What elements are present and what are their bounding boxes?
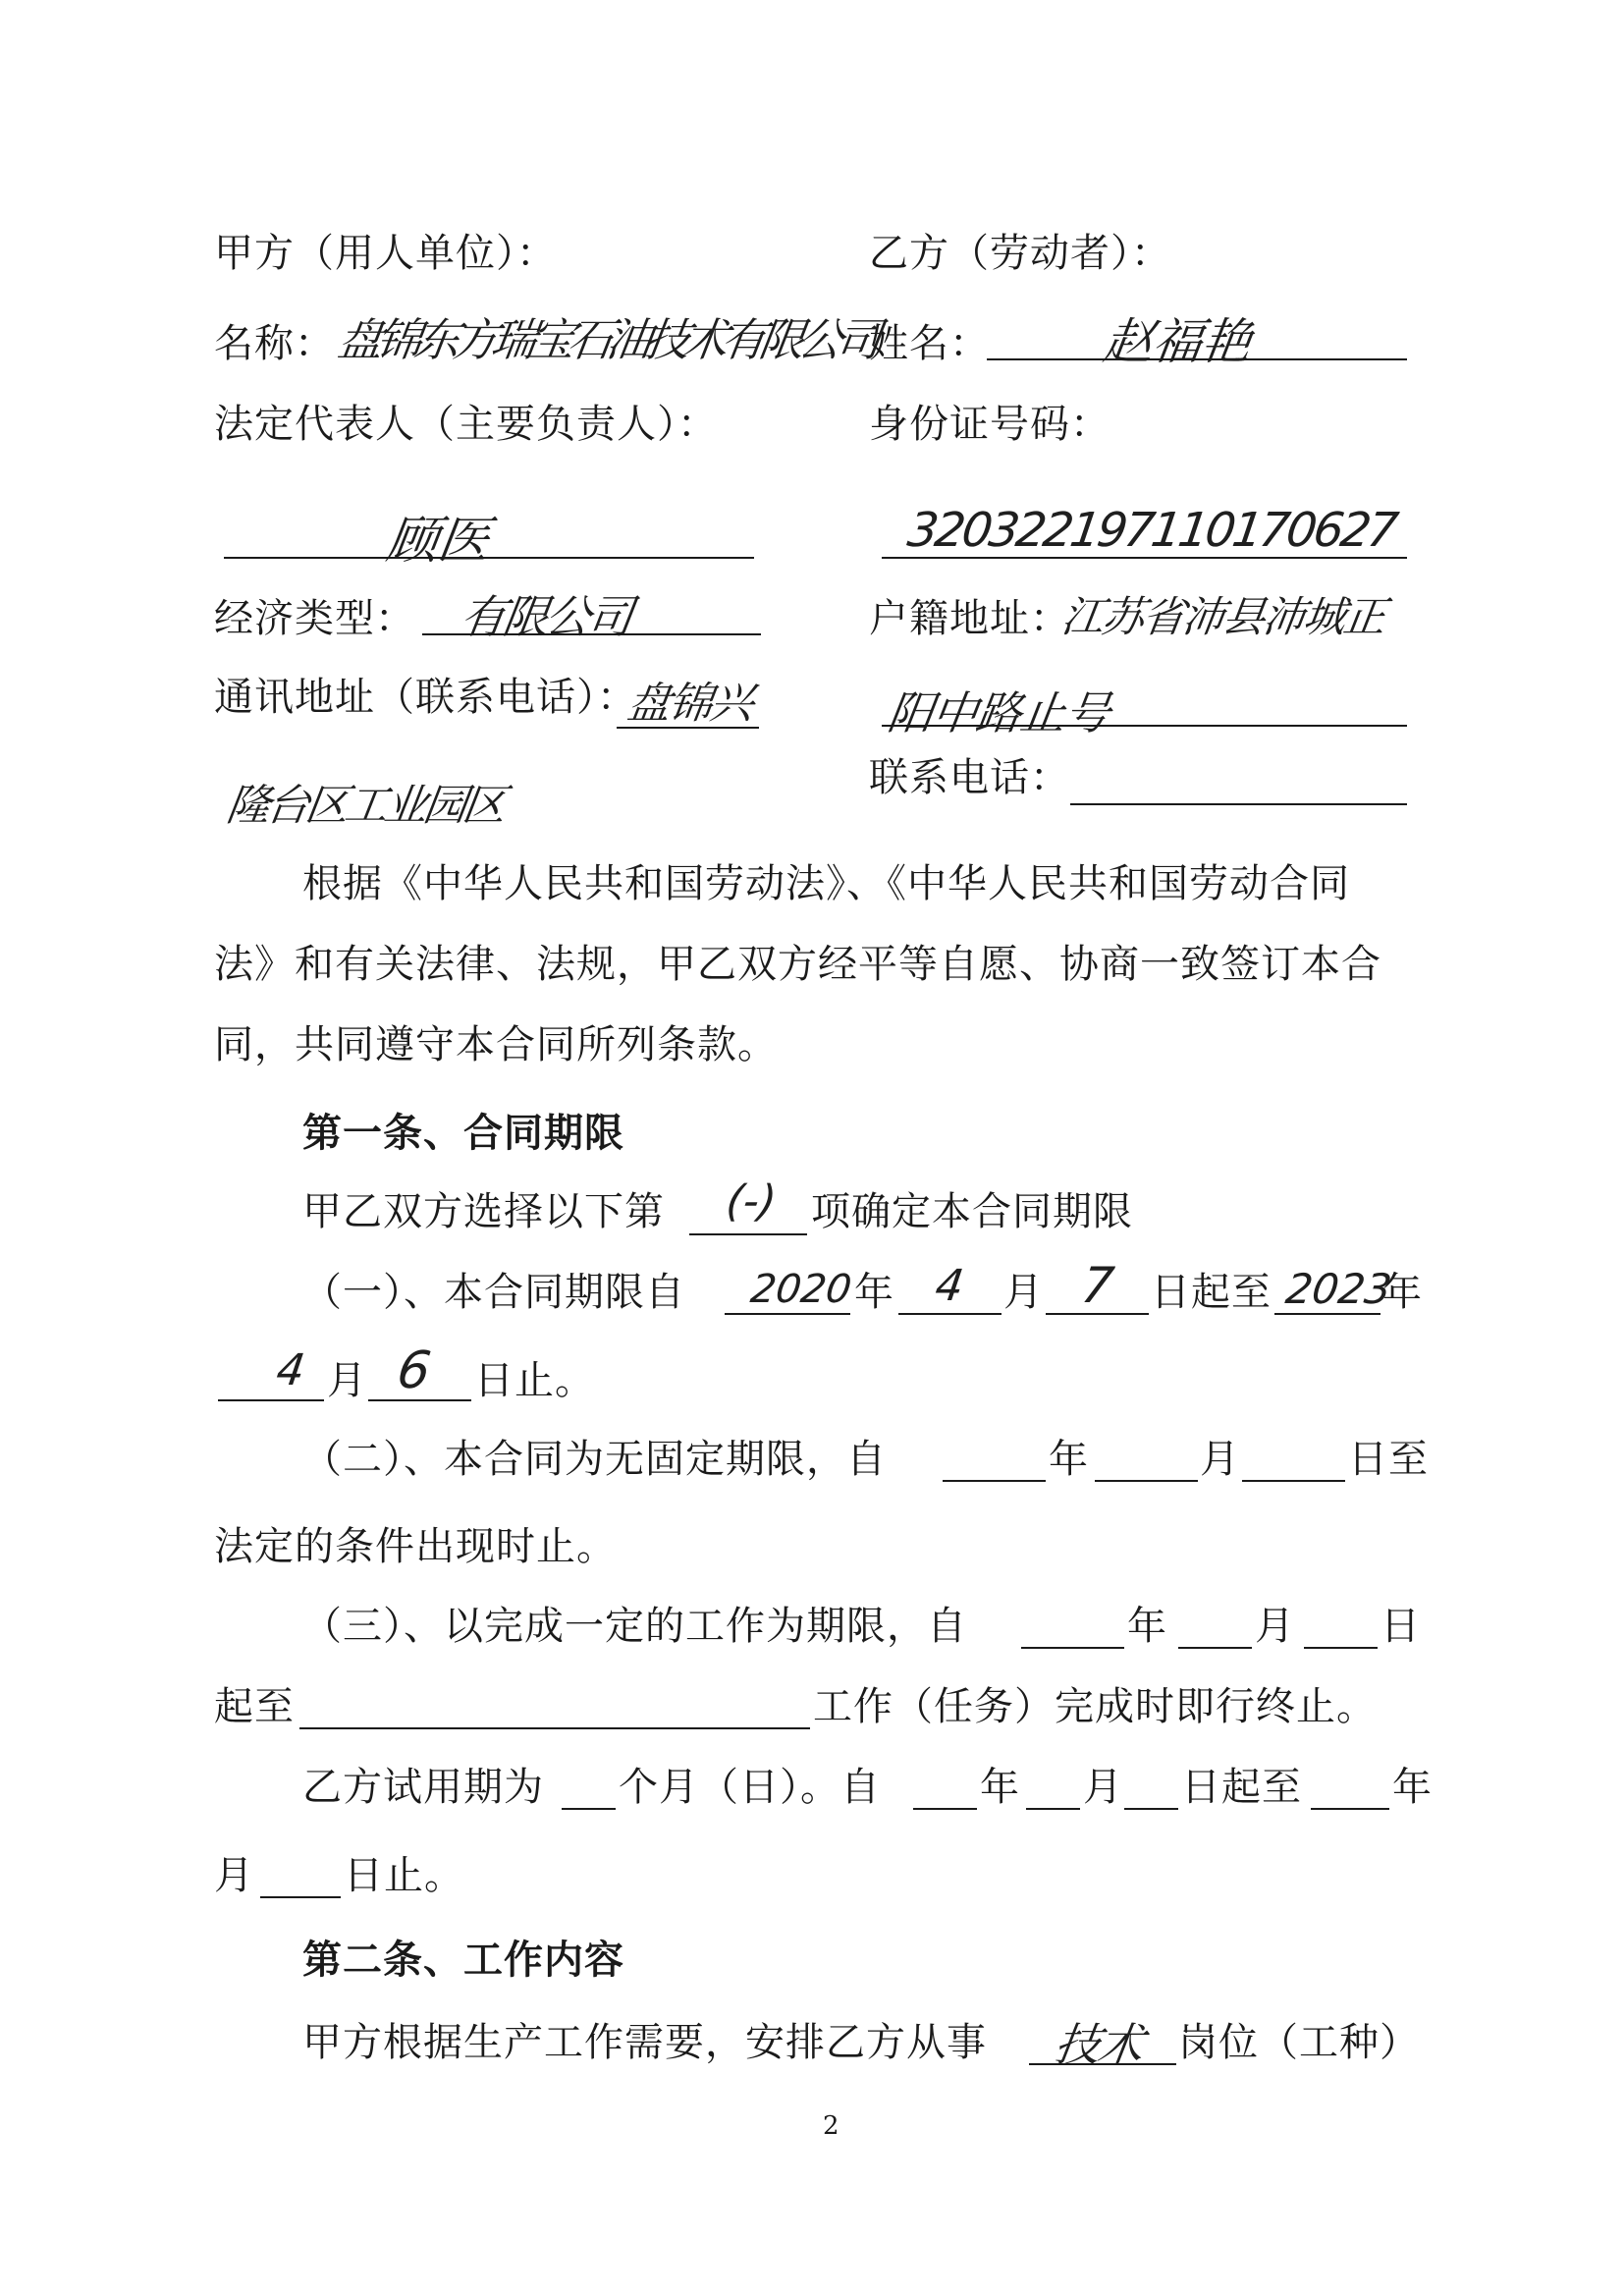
option-1-month-label-2: 月 — [327, 1358, 367, 1403]
party-b-heading: 乙方（劳动者）： — [869, 231, 1171, 276]
page-number: 2 — [823, 2111, 839, 2141]
article-1-choose-prefix: 甲乙双方选择以下第 — [302, 1189, 665, 1234]
party-b-name-value: 赵福艳 — [1100, 313, 1256, 370]
party-b-huji-value-1: 江苏省沛县沛城正 — [1057, 593, 1388, 642]
trial-month-label: 月 — [1083, 1765, 1123, 1810]
option-3-month-label: 月 — [1255, 1604, 1295, 1649]
option-1-end-year-line — [1274, 1313, 1380, 1315]
trial-middle: 个月（日）。自 — [619, 1765, 881, 1810]
article-1-choose-line — [689, 1233, 807, 1235]
trial-start-month-line — [1026, 1808, 1080, 1810]
trial-end-label: 日止。 — [344, 1853, 464, 1898]
option-3-year-label: 年 — [1127, 1604, 1167, 1649]
party-a-addr-label: 通讯地址（联系电话）： — [214, 675, 637, 720]
party-b-phone-label: 联系电话： — [869, 755, 1070, 800]
article-2-title: 第二条、工作内容 — [302, 1938, 624, 1983]
option-2-prefix: （二）、本合同为无固定期限，自 — [302, 1437, 887, 1482]
intro-line-2: 法》和有关法律、法规，甲乙双方经平等自愿、协商一致签订本合 — [214, 942, 1381, 987]
option-3-prefix: （三）、以完成一定的工作为期限，自 — [302, 1604, 967, 1649]
article-2-prefix: 甲方根据生产工作需要，安排乙方从事 — [302, 2020, 987, 2065]
option-1-end-day-line — [368, 1399, 471, 1401]
option-1-year-label: 年 — [854, 1270, 894, 1315]
article-2-suffix: 岗位（工种） — [1178, 2020, 1420, 2065]
party-b-id-label: 身份证号码： — [869, 402, 1110, 447]
option-2-to-label: 日至 — [1348, 1437, 1429, 1482]
option-1-prefix: （一）、本合同期限自 — [302, 1270, 685, 1315]
option-1-start-month-line — [898, 1313, 1001, 1315]
option-1-end-day: 6 — [393, 1341, 435, 1400]
option-1-month-label: 月 — [1003, 1270, 1044, 1315]
party-a-rep-label: 法定代表人（主要负责人）： — [214, 402, 718, 447]
option-1-start-day-line — [1046, 1313, 1149, 1315]
option-1-end-year: 2023 — [1282, 1265, 1395, 1313]
trial-end-year-label: 年 — [1392, 1765, 1433, 1810]
option-3-month-line — [1178, 1647, 1252, 1649]
option-1-from-label: 日起至 — [1151, 1270, 1272, 1315]
party-a-addr-value-1: 盘锦兴 — [623, 679, 755, 729]
party-a-rep-value: 顾医 — [383, 512, 494, 571]
party-a-addr-line-1 — [617, 727, 759, 729]
trial-start-year-line — [913, 1808, 977, 1810]
option-2-year-label: 年 — [1049, 1437, 1089, 1482]
option-3-suffix: 工作（任务）完成时即行终止。 — [813, 1684, 1377, 1729]
trial-end-day-line — [260, 1896, 341, 1898]
option-1-end-month-line — [218, 1399, 324, 1401]
option-2-day-line — [1242, 1480, 1345, 1482]
party-b-id-value: 320322197110170627 — [904, 503, 1399, 558]
party-a-econ-line — [422, 633, 761, 635]
party-a-heading: 甲方（用人单位）： — [214, 231, 557, 276]
party-a-name-label: 名称： — [214, 321, 335, 366]
party-b-id-line — [882, 557, 1407, 559]
option-3-task-line — [299, 1727, 810, 1729]
article-1-choose-value: (-) — [723, 1176, 780, 1227]
party-b-huji-value-2: 阳中路止号 — [884, 686, 1113, 739]
option-2-month-line — [1095, 1480, 1198, 1482]
trial-year-label: 年 — [980, 1765, 1020, 1810]
party-b-huji-line — [882, 725, 1407, 727]
intro-line-1: 根据《中华人民共和国劳动法》、《中华人民共和国劳动合同 — [302, 861, 1350, 906]
party-a-addr-value-2: 隆台区工业园区 — [223, 781, 506, 831]
party-b-huji-label: 户籍地址： — [869, 596, 1070, 641]
option-1-start-year-line — [725, 1313, 850, 1315]
article-2-job-value: 技术 — [1051, 2018, 1146, 2071]
article-1-title: 第一条、合同期限 — [302, 1111, 624, 1156]
party-a-econ-value: 有限公司 — [457, 590, 634, 643]
option-1-start-year: 2020 — [747, 1267, 855, 1312]
option-2-year-line — [943, 1480, 1046, 1482]
option-1-start-day: 7 — [1077, 1257, 1117, 1314]
party-b-phone-line — [1070, 803, 1407, 805]
trial-start-day-line — [1124, 1808, 1178, 1810]
trial-from-label: 日起至 — [1181, 1765, 1302, 1810]
option-1-end-year-label: 年 — [1382, 1270, 1423, 1315]
party-a-rep-line — [224, 557, 754, 559]
option-3-day-line — [1304, 1647, 1378, 1649]
party-b-name-label: 姓名： — [869, 321, 990, 366]
option-3-from-label: 起至 — [214, 1684, 295, 1729]
option-1-end-month: 4 — [273, 1345, 308, 1395]
article-2-job-line — [1029, 2063, 1176, 2065]
option-3-year-line — [1021, 1647, 1124, 1649]
party-a-econ-label: 经济类型： — [214, 596, 415, 641]
party-b-name-line — [987, 358, 1407, 360]
option-1-start-month: 4 — [932, 1261, 967, 1311]
option-3-day-label: 日 — [1380, 1604, 1421, 1649]
option-2-suffix: 法定的条件出现时止。 — [214, 1524, 617, 1569]
trial-end-year-line — [1311, 1808, 1389, 1810]
party-a-name-value: 盘锦东方瑞宝石油技术有限公司 — [334, 313, 879, 366]
trial-months-line — [562, 1808, 616, 1810]
trial-end-month-label: 月 — [214, 1853, 254, 1898]
intro-line-3: 同，共同遵守本合同所列条款。 — [214, 1022, 778, 1067]
trial-prefix: 乙方试用期为 — [302, 1765, 544, 1810]
option-1-end-label: 日止。 — [474, 1358, 595, 1403]
option-2-month-label: 月 — [1200, 1437, 1240, 1482]
article-1-choose-suffix: 项确定本合同期限 — [811, 1189, 1133, 1234]
